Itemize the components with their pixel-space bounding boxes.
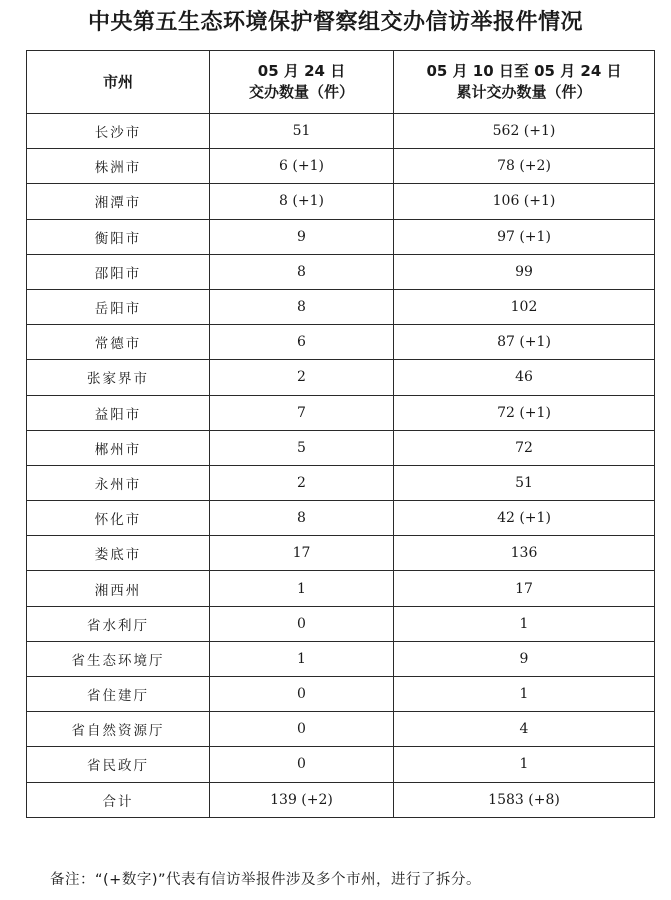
- city-name: 郴州市: [27, 430, 210, 465]
- city-name: 益阳市: [27, 395, 210, 430]
- table-row: [27, 114, 655, 149]
- daily-count: 17: [210, 536, 394, 571]
- cumulative-count: 106 (+1): [394, 184, 655, 219]
- header-daily-label: 交办数量（件）: [248, 83, 354, 101]
- daily-count: 0: [210, 712, 394, 747]
- cumulative-count: 46: [394, 360, 655, 395]
- daily-count: 0: [210, 747, 394, 782]
- page-title: 中央第五生态环境保护督察组交办信访举报件情况: [87, 10, 583, 35]
- cumulative-count: 97 (+1): [394, 219, 655, 254]
- header-cumulative-label: 累计交办数量（件）: [456, 83, 592, 101]
- city-name: 怀化市: [27, 501, 210, 536]
- cumulative-count: 72 (+1): [394, 395, 655, 430]
- table-row: [27, 747, 655, 782]
- footnote: 备注：“(+数字)”代表有信访举报件涉及多个市州，进行了拆分。: [50, 872, 481, 888]
- cumulative-count: 136: [394, 536, 655, 571]
- city-name: 湘西州: [27, 571, 210, 606]
- table-total-row: [27, 782, 655, 817]
- city-name: 永州市: [27, 465, 210, 500]
- daily-count: 51: [210, 114, 394, 149]
- table-row: [27, 571, 655, 606]
- total-label: 合计: [27, 782, 210, 817]
- cumulative-count: 78 (+2): [394, 149, 655, 184]
- header-city-label: 市州: [102, 72, 133, 91]
- cumulative-count: 87 (+1): [394, 325, 655, 360]
- table-row: [27, 219, 655, 254]
- table-row: [27, 465, 655, 500]
- cumulative-count: 9: [394, 641, 655, 676]
- cumulative-count: 1: [394, 677, 655, 712]
- cumulative-count: 72: [394, 430, 655, 465]
- table-row: [27, 254, 655, 289]
- cumulative-count: 1: [394, 747, 655, 782]
- daily-count: 8 (+1): [210, 184, 394, 219]
- table-header-row: [27, 51, 655, 114]
- daily-count: 0: [210, 677, 394, 712]
- table-row: [27, 289, 655, 324]
- header-daily-date: 05 月 24 日: [257, 62, 346, 80]
- daily-count: 2: [210, 465, 394, 500]
- city-name: 湘潭市: [27, 184, 210, 219]
- daily-count: 6 (+1): [210, 149, 394, 184]
- header-cumulative-range: 05 月 10 日至 05 月 24 日: [426, 62, 622, 80]
- header-city: [27, 51, 210, 114]
- table-row: [27, 360, 655, 395]
- city-name: 省水利厅: [27, 606, 210, 641]
- total-cumulative-count: 1583 (+8): [394, 782, 655, 817]
- daily-count: 9: [210, 219, 394, 254]
- city-name: 省生态环境厅: [27, 641, 210, 676]
- daily-count: 8: [210, 254, 394, 289]
- daily-count: 7: [210, 395, 394, 430]
- city-name: 省自然资源厅: [27, 712, 210, 747]
- daily-count: 6: [210, 325, 394, 360]
- total-daily-count: 139 (+2): [210, 782, 394, 817]
- table-body: [27, 114, 655, 818]
- table-row: [27, 606, 655, 641]
- city-name: 株洲市: [27, 149, 210, 184]
- table-row: [27, 325, 655, 360]
- table-row: [27, 395, 655, 430]
- daily-count: 0: [210, 606, 394, 641]
- city-name: 邵阳市: [27, 254, 210, 289]
- cumulative-count: 1: [394, 606, 655, 641]
- header-cumulative: [394, 51, 655, 114]
- table-row: [27, 430, 655, 465]
- daily-count: 1: [210, 641, 394, 676]
- city-name: 省民政厅: [27, 747, 210, 782]
- daily-count: 1: [210, 571, 394, 606]
- city-name: 长沙市: [27, 114, 210, 149]
- cumulative-count: 99: [394, 254, 655, 289]
- city-name: 娄底市: [27, 536, 210, 571]
- cumulative-count: 51: [394, 465, 655, 500]
- city-name: 省住建厅: [27, 677, 210, 712]
- table-row: [27, 501, 655, 536]
- daily-count: 8: [210, 501, 394, 536]
- city-name: 张家界市: [27, 360, 210, 395]
- table-row: [27, 677, 655, 712]
- petition-table: [26, 50, 655, 818]
- daily-count: 2: [210, 360, 394, 395]
- cumulative-count: 102: [394, 289, 655, 324]
- cumulative-count: 4: [394, 712, 655, 747]
- city-name: 衡阳市: [27, 219, 210, 254]
- city-name: 常德市: [27, 325, 210, 360]
- cumulative-count: 42 (+1): [394, 501, 655, 536]
- table-row: [27, 712, 655, 747]
- daily-count: 5: [210, 430, 394, 465]
- table-row: [27, 641, 655, 676]
- header-daily: [210, 51, 394, 114]
- cumulative-count: 562 (+1): [394, 114, 655, 149]
- daily-count: 8: [210, 289, 394, 324]
- table-row: [27, 536, 655, 571]
- cumulative-count: 17: [394, 571, 655, 606]
- city-name: 岳阳市: [27, 289, 210, 324]
- table-row: [27, 149, 655, 184]
- table-row: [27, 184, 655, 219]
